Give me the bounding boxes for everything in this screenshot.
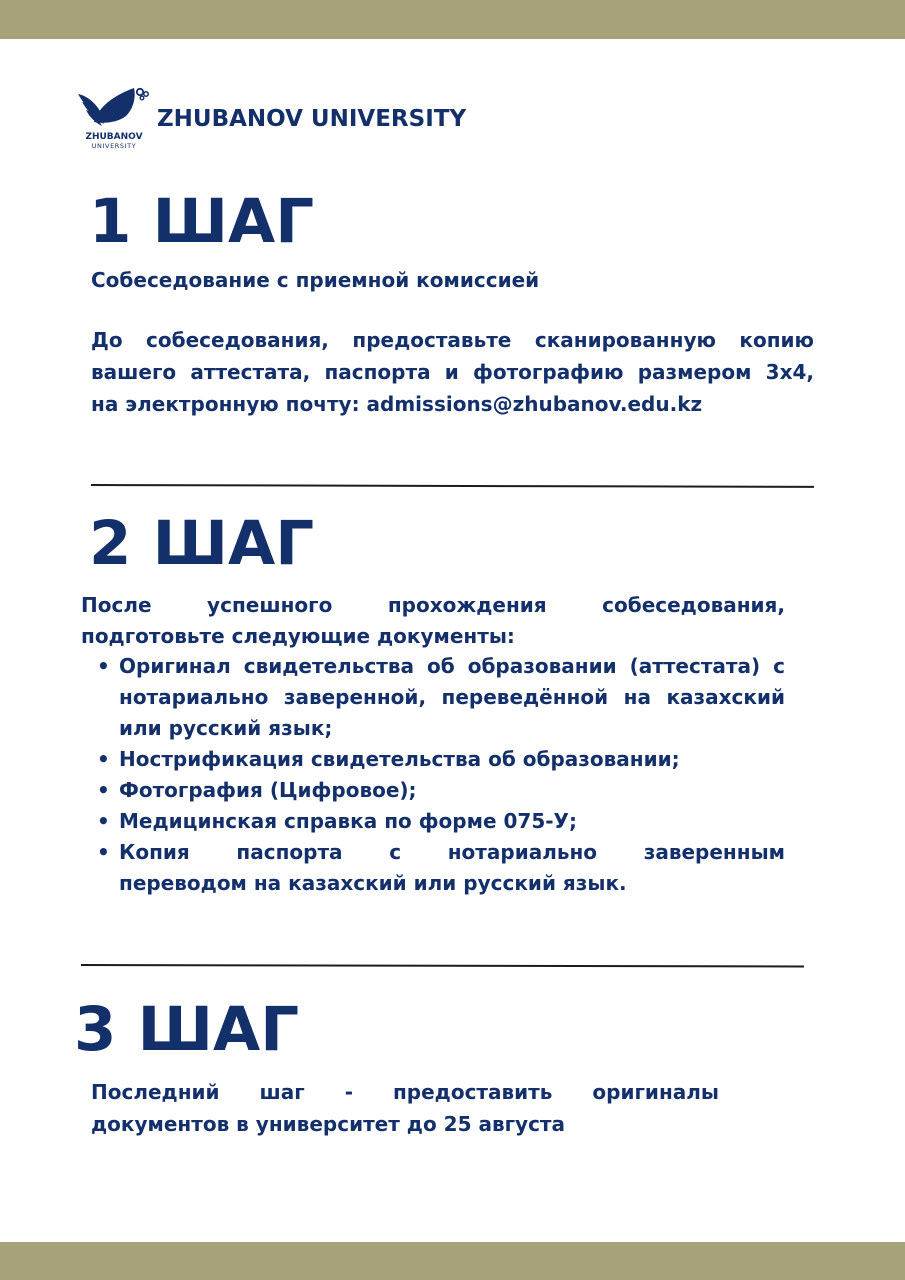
- step-1-subtitle: Собеседование с приемной комиссией: [91, 268, 540, 292]
- book-wing-icon: [76, 82, 152, 134]
- list-item-line: Копия паспорта с нотариально заверенным: [119, 840, 785, 864]
- top-band: [0, 0, 905, 39]
- list-item: [97, 775, 785, 806]
- list-item-line: нотариально заверенной, переведённой на казахский: [119, 685, 785, 709]
- logo-subword: UNIVERSITY: [91, 142, 137, 150]
- documents-list: [97, 651, 785, 899]
- list-item-line: Оригинал свидетельства об образовании (аттестата) с: [119, 654, 785, 678]
- intro-line: После успешного прохождения собеседования,: [81, 593, 785, 617]
- section-divider: [81, 964, 804, 968]
- paragraph-line: вашего аттестата, паспорта и фотографию размером 3х4,: [91, 360, 814, 384]
- bullet-icon: •: [97, 778, 110, 802]
- section-divider: [91, 484, 814, 488]
- list-item: [97, 744, 785, 775]
- step-1-title: 1 ШАГ: [89, 186, 315, 257]
- list-item: [97, 651, 785, 744]
- list-item-line: Фотография (Цифровое);: [119, 778, 417, 802]
- step-1-paragraph: [91, 324, 814, 420]
- step-3-paragraph: [91, 1076, 719, 1140]
- step-2-title: 2 ШАГ: [89, 508, 315, 579]
- paragraph-line-email: на электронную почту: admissions@zhubanov.edu.kz: [91, 392, 703, 416]
- bottom-band: [0, 1242, 905, 1280]
- bullet-icon: •: [97, 809, 110, 833]
- logo-wordmark: ZHUBANOV: [85, 132, 143, 142]
- list-item-line: переводом на казахский или русский язык.: [119, 871, 627, 895]
- bullet-icon: •: [97, 840, 110, 864]
- step-3-title: 3 ШАГ: [74, 994, 300, 1065]
- bullet-icon: •: [97, 747, 110, 771]
- list-item-line: Медицинская справка по форме 075-У;: [119, 809, 577, 833]
- university-name: ZHUBANOV UNIVERSITY: [157, 106, 467, 132]
- bullet-icon: •: [97, 654, 110, 678]
- step-2-intro: [81, 590, 785, 652]
- paragraph-line: документов в университет до 25 августа: [91, 1112, 566, 1136]
- list-item-line: Нострификация свидетельства об образовании;: [119, 747, 680, 771]
- intro-line: подготовьте следующие документы:: [81, 624, 515, 648]
- list-item-line: или русский язык;: [119, 716, 333, 740]
- paragraph-line: Последний шаг - предоставить оригиналы: [91, 1080, 719, 1104]
- university-logo: [76, 82, 152, 152]
- paragraph-line: До собеседования, предоставьте сканированную копию: [91, 328, 814, 352]
- list-item: [97, 806, 785, 837]
- list-item: [97, 837, 785, 899]
